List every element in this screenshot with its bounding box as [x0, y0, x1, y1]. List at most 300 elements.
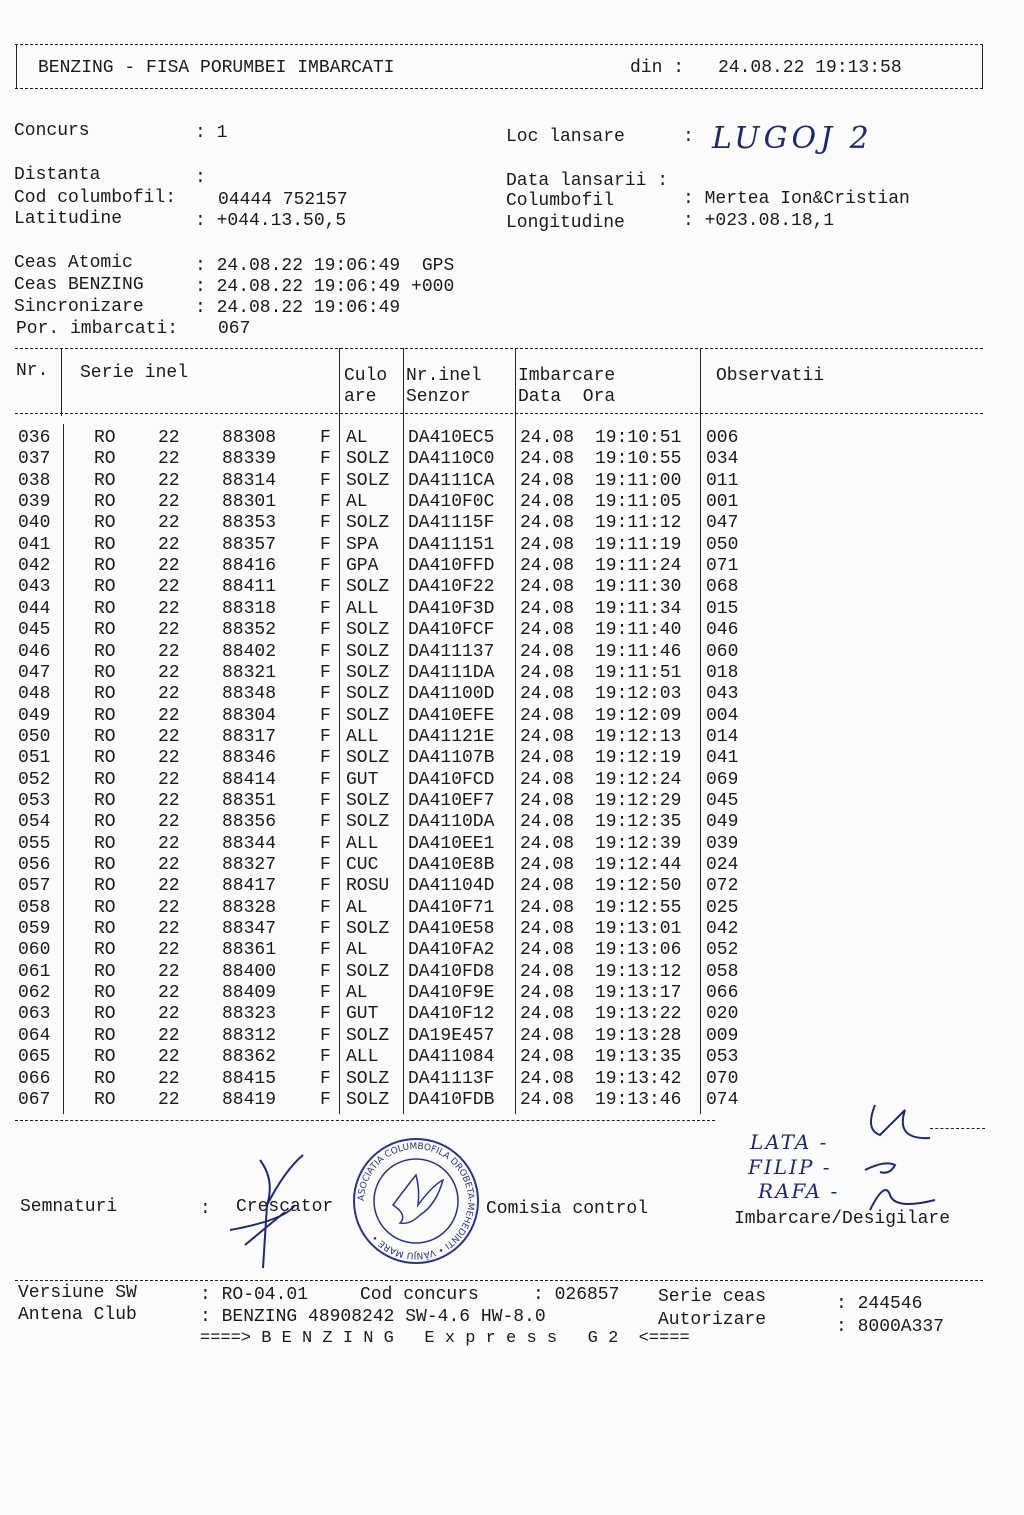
longitudine-label: Longitudine	[506, 213, 625, 233]
observatii: 020	[706, 1004, 739, 1025]
sex: F	[320, 897, 331, 918]
observatii: 006	[706, 428, 739, 448]
color: AL	[346, 897, 368, 918]
col-header-nr-inel: Nr.inel	[406, 366, 482, 386]
date: 24.08	[520, 1004, 575, 1025]
country: RO	[94, 855, 116, 875]
year: 22	[158, 983, 180, 1004]
country: RO	[94, 940, 116, 961]
country: RO	[94, 919, 116, 940]
col-header-nr: Nr.	[16, 361, 49, 381]
color: SOLZ	[346, 620, 390, 641]
distanta-label: Distanta	[14, 165, 101, 185]
table-bottom-rule	[15, 1120, 715, 1121]
row-nr: 053	[18, 790, 51, 811]
row-nr: 057	[18, 876, 51, 897]
ring-number: 88301	[222, 492, 277, 513]
hand-name-filip: FILIP -	[748, 1155, 832, 1179]
sex: F	[320, 919, 331, 940]
table-row	[0, 535, 1024, 556]
color: SOLZ	[346, 919, 390, 940]
observatii: 041	[706, 748, 739, 769]
sex: F	[320, 961, 331, 982]
autorizare-value: : 8000A337	[836, 1317, 945, 1337]
cod-concurs-value: : 026857	[533, 1285, 620, 1305]
table-top-rule	[15, 348, 983, 349]
time: 19:11:51	[595, 662, 682, 683]
porumbei-imbarcati-label: Por. imbarcati:	[16, 319, 179, 339]
year: 22	[158, 855, 180, 875]
year: 22	[158, 1025, 180, 1046]
time: 19:12:03	[595, 684, 682, 705]
row-nr: 046	[18, 641, 51, 662]
date: 24.08	[520, 1047, 575, 1068]
observatii: 009	[706, 1025, 739, 1046]
color: ALL	[346, 598, 379, 619]
sex: F	[320, 876, 331, 897]
row-nr: 037	[18, 449, 51, 470]
color: ALL	[346, 726, 379, 747]
year: 22	[158, 726, 180, 747]
row-nr: 036	[18, 428, 51, 448]
ceas-atomic-label: Ceas Atomic	[14, 253, 133, 273]
table-row	[0, 684, 1024, 705]
year: 22	[158, 1089, 180, 1110]
year: 22	[158, 833, 180, 854]
year: 22	[158, 897, 180, 918]
time: 19:13:06	[595, 940, 682, 961]
row-nr: 043	[18, 577, 51, 598]
country: RO	[94, 876, 116, 897]
year: 22	[158, 1047, 180, 1068]
year: 22	[158, 577, 180, 598]
ring-number: 88361	[222, 940, 277, 961]
sex: F	[320, 1025, 331, 1046]
date: 24.08	[520, 492, 575, 513]
sensor-id: DA41104D	[408, 876, 495, 897]
association-stamp	[348, 1135, 484, 1267]
date: 24.08	[520, 620, 575, 641]
table-header-rule	[15, 413, 983, 414]
document-title: BENZING - FISA PORUMBEI IMBARCATI	[38, 58, 395, 78]
date: 24.08	[520, 513, 575, 534]
sincronizare-value: : 24.08.22 19:06:49	[195, 298, 401, 318]
row-nr: 063	[18, 1004, 51, 1025]
row-nr: 041	[18, 534, 51, 555]
sensor-id: DA19E457	[408, 1025, 495, 1046]
ceas-benzing-value: : 24.08.22 19:06:49 +000	[195, 277, 455, 297]
year: 22	[158, 812, 180, 833]
sensor-id: DA41100D	[408, 684, 495, 705]
table-row	[0, 513, 1024, 534]
observatii: 018	[706, 662, 739, 683]
date: 24.08	[520, 919, 575, 940]
date: 24.08	[520, 684, 575, 705]
color: ROSU	[346, 876, 390, 897]
ring-number: 88353	[222, 513, 277, 534]
row-nr: 049	[18, 705, 51, 726]
autorizare-label: Autorizare	[658, 1310, 767, 1330]
time: 19:11:05	[595, 492, 682, 513]
date: 24.08	[520, 1025, 575, 1046]
country: RO	[94, 641, 116, 662]
observatii: 071	[706, 556, 739, 577]
versiune-sw-label: Versiune SW	[18, 1283, 137, 1303]
hand-name-lata: LATA -	[750, 1130, 829, 1154]
color: SOLZ	[346, 470, 390, 491]
time: 19:12:09	[595, 705, 682, 726]
table-row	[0, 898, 1024, 919]
sensor-id: DA410EF7	[408, 790, 495, 811]
row-nr: 040	[18, 513, 51, 534]
table-row	[0, 599, 1024, 620]
date: 24.08	[520, 705, 575, 726]
color: GUT	[346, 769, 379, 790]
time: 19:12:44	[595, 855, 682, 875]
sensor-id: DA410EC5	[408, 428, 495, 448]
observatii: 069	[706, 769, 739, 790]
date: 24.08	[520, 470, 575, 491]
sex: F	[320, 620, 331, 641]
date: 24.08	[520, 577, 575, 598]
table-row	[0, 1047, 1024, 1068]
col-header-culoare: Culo	[344, 366, 388, 386]
color: SOLZ	[346, 961, 390, 982]
header-bottom-rule	[15, 88, 983, 89]
sensor-id: DA410F9E	[408, 983, 495, 1004]
country: RO	[94, 492, 116, 513]
sex: F	[320, 769, 331, 790]
loc-lansare-colon: :	[683, 127, 694, 147]
date: 24.08	[520, 598, 575, 619]
observatii: 074	[706, 1089, 739, 1110]
sensor-id: DA410FD8	[408, 961, 495, 982]
color: SOLZ	[346, 1025, 390, 1046]
time: 19:12:50	[595, 876, 682, 897]
country: RO	[94, 684, 116, 705]
observatii: 042	[706, 919, 739, 940]
observatii: 068	[706, 577, 739, 598]
time: 19:13:17	[595, 983, 682, 1004]
observatii: 066	[706, 983, 739, 1004]
sensor-id: DA4111DA	[408, 662, 495, 683]
loc-lansare-label: Loc lansare	[506, 127, 625, 147]
sex: F	[320, 855, 331, 875]
country: RO	[94, 1025, 116, 1046]
ring-number: 88347	[222, 919, 277, 940]
table-row	[0, 706, 1024, 727]
year: 22	[158, 534, 180, 555]
ring-number: 88351	[222, 790, 277, 811]
row-nr: 050	[18, 726, 51, 747]
observatii: 024	[706, 855, 739, 875]
ceas-atomic-value: : 24.08.22 19:06:49 GPS	[195, 256, 455, 276]
date: 24.08	[520, 748, 575, 769]
time: 19:11:24	[595, 556, 682, 577]
year: 22	[158, 598, 180, 619]
sensor-id: DA41115F	[408, 513, 495, 534]
color: AL	[346, 940, 368, 961]
row-nr: 058	[18, 897, 51, 918]
year: 22	[158, 470, 180, 491]
ring-number: 88411	[222, 577, 277, 598]
ring-number: 88416	[222, 556, 277, 577]
sensor-id: DA410F22	[408, 577, 495, 598]
year: 22	[158, 662, 180, 683]
table-row	[0, 449, 1024, 470]
col-sep	[61, 348, 62, 416]
country: RO	[94, 662, 116, 683]
date: 24.08	[520, 983, 575, 1004]
time: 19:11:30	[595, 577, 682, 598]
loc-lansare-handwritten: LUGOJ 2	[712, 121, 873, 156]
ring-number: 88417	[222, 876, 277, 897]
stamp-text: ASOCIATIA COLUMBOFILA DROBETA-MEHEDINTI • VÂNJU MARE •	[356, 1141, 476, 1261]
time: 19:13:22	[595, 1004, 682, 1025]
observatii: 004	[706, 705, 739, 726]
ring-number: 88327	[222, 855, 277, 875]
time: 19:12:29	[595, 790, 682, 811]
time: 19:12:55	[595, 897, 682, 918]
color: AL	[346, 983, 368, 1004]
table-row	[0, 962, 1024, 983]
observatii: 052	[706, 940, 739, 961]
date: 24.08	[520, 556, 575, 577]
table-row	[0, 1004, 1024, 1025]
country: RO	[94, 769, 116, 790]
date: 24.08	[520, 897, 575, 918]
table-row	[0, 1069, 1024, 1090]
sex: F	[320, 598, 331, 619]
observatii: 046	[706, 620, 739, 641]
country: RO	[94, 1047, 116, 1068]
sex: F	[320, 790, 331, 811]
observatii: 014	[706, 726, 739, 747]
color: GPA	[346, 556, 379, 577]
date: 24.08	[520, 726, 575, 747]
color: ALL	[346, 1047, 379, 1068]
table-row	[0, 834, 1024, 855]
year: 22	[158, 705, 180, 726]
color: SOLZ	[346, 1068, 390, 1089]
country: RO	[94, 1068, 116, 1089]
crescator-label: Crescator	[236, 1197, 334, 1217]
country: RO	[94, 748, 116, 769]
table-row	[0, 663, 1024, 684]
ring-number: 88409	[222, 983, 277, 1004]
header-top-rule	[15, 44, 983, 45]
country: RO	[94, 428, 116, 448]
sensor-id: DA410FCD	[408, 769, 495, 790]
cod-concurs-label: Cod concurs	[360, 1285, 479, 1305]
observatii: 001	[706, 492, 739, 513]
sex: F	[320, 662, 331, 683]
country: RO	[94, 534, 116, 555]
ring-number: 88323	[222, 1004, 277, 1025]
date: 24.08	[520, 790, 575, 811]
observatii: 025	[706, 897, 739, 918]
print-datetime: 24.08.22 19:13:58	[718, 58, 902, 78]
color: ALL	[346, 833, 379, 854]
table-row	[0, 620, 1024, 641]
time: 19:10:51	[595, 428, 682, 448]
col-header-observatii: Observatii	[716, 366, 825, 386]
ring-number: 88339	[222, 449, 277, 470]
ring-number: 88314	[222, 470, 277, 491]
time: 19:12:13	[595, 726, 682, 747]
col-header-serie-inel: Serie inel	[80, 363, 189, 383]
color: SOLZ	[346, 1089, 390, 1110]
sex: F	[320, 833, 331, 854]
sex: F	[320, 748, 331, 769]
table-row	[0, 855, 1024, 876]
date: 24.08	[520, 641, 575, 662]
table-row	[0, 876, 1024, 897]
sensor-id: DA411137	[408, 641, 495, 662]
observatii: 060	[706, 641, 739, 662]
year: 22	[158, 1004, 180, 1025]
sensor-id: DA410F0C	[408, 492, 495, 513]
country: RO	[94, 705, 116, 726]
imbarcare-desigilare-label: Imbarcare/Desigilare	[734, 1209, 951, 1229]
year: 22	[158, 620, 180, 641]
ceas-benzing-label: Ceas BENZING	[14, 275, 144, 295]
observatii: 039	[706, 833, 739, 854]
row-nr: 048	[18, 684, 51, 705]
year: 22	[158, 428, 180, 448]
sensor-id: DA410FFD	[408, 556, 495, 577]
year: 22	[158, 790, 180, 811]
table-row	[0, 791, 1024, 812]
date: 24.08	[520, 833, 575, 854]
sex: F	[320, 556, 331, 577]
sensor-id: DA410F71	[408, 897, 495, 918]
sensor-id: DA411084	[408, 1047, 495, 1068]
concurs-value: : 1	[195, 123, 228, 143]
ring-number: 88415	[222, 1068, 277, 1089]
year: 22	[158, 769, 180, 790]
sex: F	[320, 940, 331, 961]
col-header-data-ora: Data Ora	[518, 387, 616, 407]
country: RO	[94, 470, 116, 491]
sensor-id: DA4110DA	[408, 812, 495, 833]
time: 19:13:28	[595, 1025, 682, 1046]
year: 22	[158, 684, 180, 705]
date: 24.08	[520, 961, 575, 982]
row-nr: 042	[18, 556, 51, 577]
footer-rule	[15, 1280, 983, 1281]
ring-number: 88356	[222, 812, 277, 833]
observatii: 070	[706, 1068, 739, 1089]
ring-number: 88304	[222, 705, 277, 726]
ring-number: 88312	[222, 1025, 277, 1046]
observatii: 043	[706, 684, 739, 705]
sincronizare-label: Sincronizare	[14, 297, 144, 317]
ring-number: 88344	[222, 833, 277, 854]
color: AL	[346, 492, 368, 513]
sensor-id: DA410E58	[408, 919, 495, 940]
row-nr: 060	[18, 940, 51, 961]
year: 22	[158, 919, 180, 940]
year: 22	[158, 1068, 180, 1089]
sex: F	[320, 983, 331, 1004]
observatii: 053	[706, 1047, 739, 1068]
sex: F	[320, 1004, 331, 1025]
time: 19:12:24	[595, 769, 682, 790]
country: RO	[94, 449, 116, 470]
serie-ceas-value: : 244546	[836, 1294, 923, 1314]
antena-club-label: Antena Club	[18, 1305, 137, 1325]
time: 19:13:46	[595, 1089, 682, 1110]
time: 19:11:46	[595, 641, 682, 662]
row-nr: 061	[18, 961, 51, 982]
sex: F	[320, 1068, 331, 1089]
date: 24.08	[520, 940, 575, 961]
observatii: 072	[706, 876, 739, 897]
ring-number: 88328	[222, 897, 277, 918]
ring-number: 88419	[222, 1089, 277, 1110]
latitudine-value: : +044.13.50,5	[195, 211, 347, 231]
country: RO	[94, 790, 116, 811]
time: 19:11:19	[595, 534, 682, 555]
time: 19:11:12	[595, 513, 682, 534]
comisia-control-label: Comisia control	[486, 1199, 649, 1219]
sensor-id: DA4110C0	[408, 449, 495, 470]
row-nr: 039	[18, 492, 51, 513]
semnaturi-label: Semnaturi	[20, 1197, 118, 1217]
sensor-id: DA410F12	[408, 1004, 495, 1025]
sensor-id: DA410FDB	[408, 1089, 495, 1110]
serie-ceas-label: Serie ceas	[658, 1287, 767, 1307]
row-nr: 038	[18, 470, 51, 491]
table-row	[0, 940, 1024, 961]
ring-number: 88400	[222, 961, 277, 982]
year: 22	[158, 876, 180, 897]
color: SOLZ	[346, 449, 390, 470]
country: RO	[94, 812, 116, 833]
data-lansarii-label: Data lansarii :	[506, 171, 669, 191]
time: 19:11:34	[595, 598, 682, 619]
row-nr: 054	[18, 812, 51, 833]
ring-number: 88317	[222, 726, 277, 747]
sex: F	[320, 684, 331, 705]
ring-number: 88362	[222, 1047, 277, 1068]
table-row	[0, 983, 1024, 1004]
country: RO	[94, 598, 116, 619]
din-label: din :	[630, 58, 685, 78]
date: 24.08	[520, 876, 575, 897]
year: 22	[158, 513, 180, 534]
table-row	[0, 748, 1024, 769]
ring-number: 88357	[222, 534, 277, 555]
table-row	[0, 812, 1024, 833]
cod-columbofil-label: Cod columbofil:	[14, 188, 177, 208]
sex: F	[320, 705, 331, 726]
time: 19:12:39	[595, 833, 682, 854]
sex: F	[320, 641, 331, 662]
dove-icon	[393, 1175, 443, 1223]
country: RO	[94, 1004, 116, 1025]
color: SOLZ	[346, 577, 390, 598]
time: 19:11:40	[595, 620, 682, 641]
time: 19:13:35	[595, 1047, 682, 1068]
country: RO	[94, 1089, 116, 1110]
columbofil-value: : Mertea Ion&Cristian	[683, 189, 910, 209]
antena-club-value: : BENZING 48908242 SW-4.6 HW-8.0	[200, 1307, 546, 1327]
date: 24.08	[520, 855, 575, 875]
col-header-imbarcare: Imbarcare	[518, 366, 616, 386]
sensor-id: DA410FCF	[408, 620, 495, 641]
